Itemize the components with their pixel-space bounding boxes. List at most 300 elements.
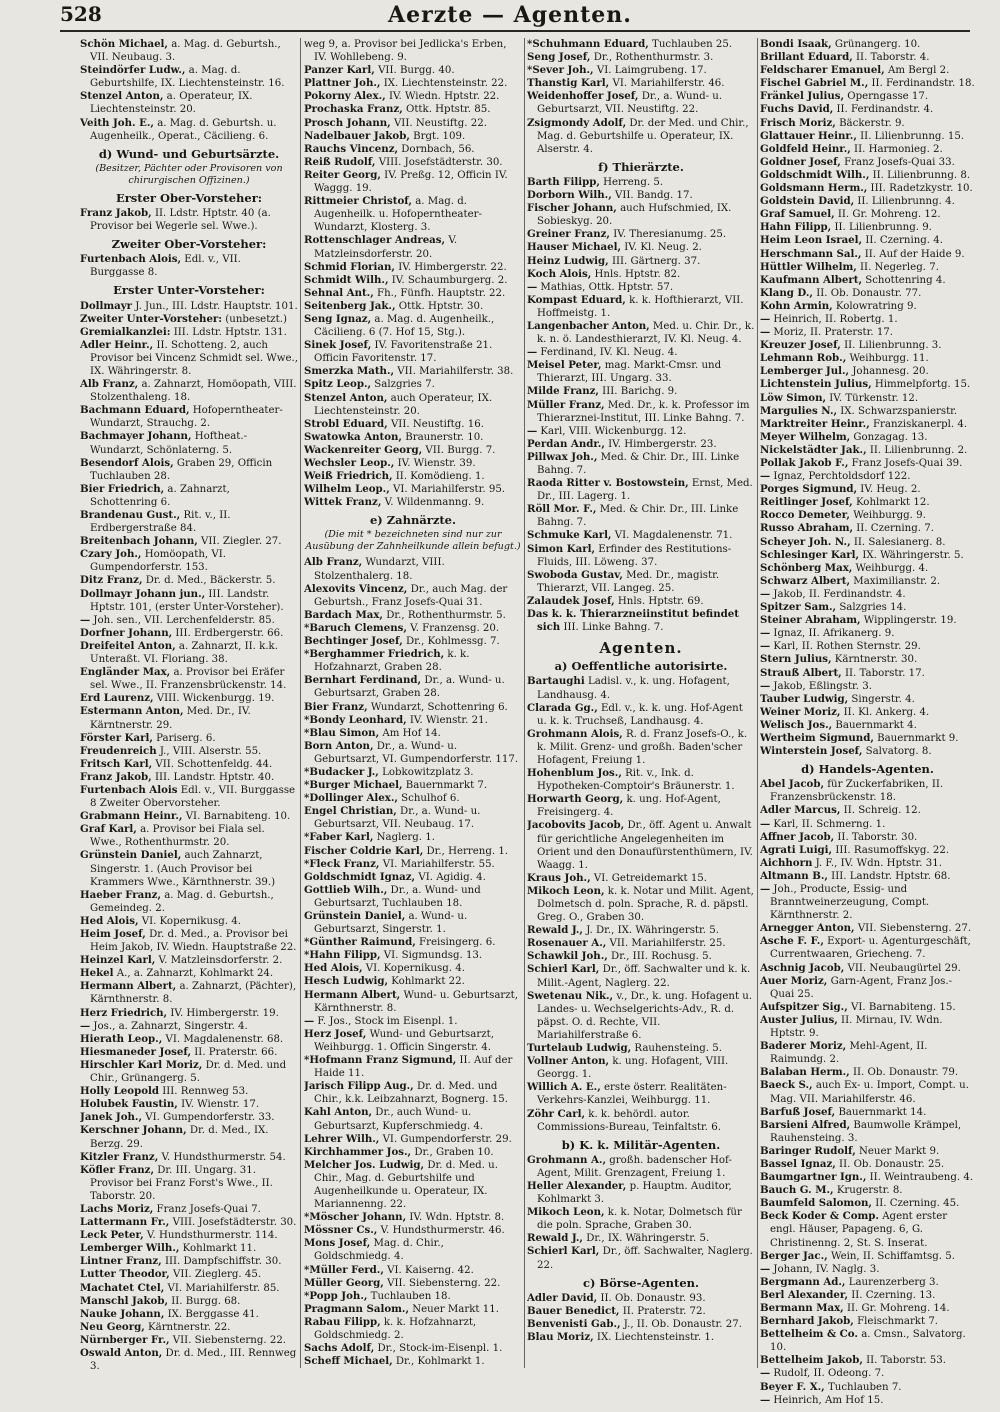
entry-details: IX. Berggasse 41. — [164, 1308, 259, 1320]
entry-name: — — [527, 346, 538, 359]
entry-details: Jos., a. Zahnarzt, Singerstr. 4. — [90, 1020, 248, 1032]
entry-name: Herz Josef, — [304, 1027, 367, 1040]
directory-entry — [527, 793, 755, 819]
entry-name: *Berghammer Friedrich, — [304, 648, 445, 661]
directory-entry — [527, 1042, 755, 1055]
entry-name: Graf Samuel, — [760, 208, 835, 221]
entry-name: Röll Mor. F., — [527, 503, 597, 516]
entry-name: Lemberger Jul., — [760, 365, 850, 378]
entry-name: Hierath Leop., — [80, 1032, 163, 1045]
entry-name: — — [760, 470, 771, 483]
entry-details: Dr. d. Med., Bäckerstr. 5. — [142, 575, 276, 587]
directory-entry — [760, 1302, 975, 1315]
entry-details: Ignaz, Perchtoldsdorf 122. — [770, 471, 911, 483]
entry-name: Hirschler Karl Moriz, — [80, 1058, 203, 1071]
directory-entry — [760, 614, 975, 627]
entry-details: a. Mag. d. Geburtsh., VII. Neubaug. 3. — [90, 39, 281, 64]
directory-entry — [760, 365, 975, 378]
column-1 — [80, 38, 298, 1406]
directory-entry — [527, 255, 755, 268]
entry-name: Czary Joh., — [80, 548, 142, 561]
directory-entry — [304, 1015, 522, 1028]
entry-name: Hesch Ludwig, — [304, 975, 389, 988]
entry-name: Reiter Georg, — [304, 168, 381, 181]
entry-details: mag. Markt-Cmsr. und Thierarzt, III. Ungarg. 33. — [537, 360, 722, 385]
entry-details: II. Lilienbrunng. 9. — [831, 222, 932, 234]
entry-details: k. k. Notar, Dolmetsch für die poln. Sprache, Graben 30. — [537, 1207, 742, 1232]
column-3 — [527, 38, 755, 1406]
entry-name: Fischer Johann, — [527, 202, 617, 215]
entry-name: Franz Jakob, — [80, 206, 152, 219]
entry-details: Weihburgg. 11. — [846, 353, 929, 365]
entry-details: II. Taborstr. 30. — [834, 831, 918, 843]
entry-name: Bechtinger Josef, — [304, 635, 403, 648]
entry-name: Bier Friedrich, — [80, 482, 165, 495]
directory-entry — [80, 1059, 298, 1085]
entry-name: Milde Franz, — [527, 385, 599, 398]
directory-entry — [760, 549, 975, 562]
directory-entry — [80, 1111, 298, 1124]
entry-details: IV. Schaumburgerg. 2. — [388, 274, 508, 286]
entry-details: II. Schotteng. 2, auch Provisor bei Vincenz Schmidt sel. Wwe., IX. Währingerstr. 8. — [90, 339, 298, 377]
directory-entry — [527, 885, 755, 924]
directory-entry — [304, 989, 522, 1015]
directory-entry — [304, 1159, 522, 1211]
entry-name: Altmann B., — [760, 869, 828, 882]
directory-entry — [760, 234, 975, 247]
directory-entry — [527, 202, 755, 228]
entry-name: Pragmann Salom., — [304, 1302, 409, 1315]
entry-details: II. Lilienbrunng. 4. — [854, 196, 955, 208]
entry-details: Dr., öff. Agent u. Anwalt für gerichtliche Angelegenheiten im Orient und den Donaufürstenthümern, IV. Waagg. 1. — [537, 820, 753, 871]
entry-name: Müller Georg, — [304, 1276, 384, 1289]
directory-entry — [760, 745, 975, 758]
entry-name: Hüttler Wilhelm, — [760, 260, 857, 273]
entry-details: Dr., öff. Sachwalter und k. k. Milit.-Agent, Naglerg. 22. — [537, 964, 751, 989]
entry-name: Nauke Johann, — [80, 1307, 165, 1320]
entry-name: Alexovits Vincenz, — [304, 582, 408, 595]
entry-details: III. Landstr. Hptstr. 101, (erster Unter-Vorsteher). — [90, 588, 284, 613]
entry-name: Rosenauer A., — [527, 937, 607, 950]
directory-entry — [527, 595, 755, 608]
entry-name: Holubek Faustin, — [80, 1098, 178, 1111]
directory-entry — [760, 470, 975, 483]
entry-name: Hauser Michael, — [527, 241, 622, 254]
directory-entry — [760, 562, 975, 575]
entry-details: Heinrich, Am Hof 15. — [770, 1394, 884, 1406]
entry-details: großh. badenscher Hof-Agent, Milit. Grenzagent, Freiung 1. — [537, 1154, 732, 1179]
entry-details: Bauernmarkt 9. — [873, 732, 959, 744]
directory-entry — [527, 320, 755, 346]
header-rule — [60, 30, 970, 32]
directory-entry — [760, 1145, 975, 1158]
page-number: 528 — [60, 2, 102, 26]
directory-entry — [80, 915, 298, 928]
entry-details: Edl. v., VII. Burggasse 8. — [90, 254, 241, 279]
directory-entry — [80, 1164, 298, 1203]
entry-details: a. Provisor bei Eräfer sel. Wwe., II. Franzensbrückenstr. 14. — [90, 667, 287, 692]
entry-details: a. Zahnarzt, (Pächter), Kärnthnerstr. 8. — [90, 981, 297, 1006]
entry-name: Schierl Karl, — [527, 963, 600, 976]
entry-details: Dr., Graben 10. — [411, 1146, 494, 1158]
entry-name: Frisch Moriz, — [760, 116, 836, 129]
entry-details: VI. Kopernikusg. 4. — [362, 963, 465, 975]
directory-entry — [304, 635, 522, 648]
directory-entry — [80, 640, 298, 666]
directory-entry — [527, 1154, 755, 1180]
entry-name: Agrati Luigi, — [760, 843, 833, 856]
entry-details: auch Operateur, IX. Liechtensteinstr. 20. — [314, 392, 493, 417]
entry-details: VII. Neubaugürtel 29. — [844, 962, 961, 974]
directory-entry — [304, 1264, 522, 1277]
entry-name: Baderer Moriz, — [760, 1040, 847, 1053]
directory-entry — [80, 509, 298, 535]
entry-name: Lehmann Rob., — [760, 352, 847, 365]
directory-entry — [527, 1292, 755, 1305]
entry-details: II. Burgg. 68. — [168, 1295, 241, 1307]
column-divider — [300, 38, 301, 1368]
directory-entry — [760, 1158, 975, 1171]
section-heading: d) Handels-Agenten. — [801, 762, 934, 777]
entry-details: VI. Mariahilferstr. 95. — [389, 484, 506, 496]
entry-name: — — [80, 613, 91, 626]
entry-details: Weihburgg. 4. — [852, 562, 929, 574]
directory-entry — [304, 701, 522, 714]
entry-name: Franz Jakob, — [80, 770, 152, 783]
section-heading: d) Wund- und Geburtsärzte. — [98, 146, 280, 161]
entry-details: J. F., IV. Wdn. Hptstr. 31. — [812, 857, 942, 869]
directory-entry — [760, 588, 975, 601]
entry-details: Garn-Agent, Franz Jos.-Quai 25. — [770, 975, 953, 1000]
entry-name: Aufspitzer Sig., — [760, 1000, 848, 1013]
entry-details: Joh., Producte, Essig- und Branntweinerzeugung, Compt. Kärnthnerstr. 2. — [770, 884, 930, 922]
directory-entry — [304, 103, 522, 116]
directory-entry — [760, 1210, 975, 1249]
entry-details: Kohlmarkt 22. — [388, 976, 465, 988]
entry-name: Zöhr Carl, — [527, 1107, 586, 1120]
entry-name: *Burger Michael, — [304, 779, 403, 792]
entry-details: a. Operateur, IX. Liechtensteinstr. 20. — [90, 91, 253, 116]
entry-details: k. k. Hofzahnarzt, Goldschmiedg. 2. — [314, 1316, 477, 1341]
entry-details: k. ung. Hofagent, VIII. Georgg. 1. — [537, 1056, 729, 1081]
entry-details: III. Gärtnerg. 37. — [608, 255, 701, 267]
entry-name: Ditz Franz, — [80, 574, 143, 587]
directory-entry — [304, 1224, 522, 1237]
directory-entry — [304, 313, 522, 339]
entry-name: Swoboda Gustav, — [527, 568, 623, 581]
entry-details: V. Hundsthurmerstr. 54. — [158, 1151, 286, 1163]
entry-name: Beyer F. X., — [760, 1380, 825, 1393]
directory-entry — [304, 143, 522, 156]
entry-name: — — [760, 1393, 771, 1406]
directory-entry — [304, 1028, 522, 1054]
directory-entry — [80, 1295, 298, 1308]
entry-name: — — [760, 883, 771, 895]
directory-entry — [760, 51, 975, 64]
entry-details: II. Weintraubeng. 4. — [866, 1172, 974, 1184]
entry-name: Gottlieb Wilh., — [304, 883, 388, 896]
entry-details: II. Gr. Mohreng. 12. — [834, 209, 941, 221]
entry-details: (unbesetzt.) — [222, 313, 287, 325]
entry-details: Hnls. Hptstr. 69. — [614, 595, 704, 607]
entry-name: Marktreiter Heinr., — [760, 417, 870, 430]
directory-entry — [80, 1124, 298, 1150]
entry-name: Grohmann Alois, — [527, 727, 623, 740]
entry-details: Ferdinand, IV. Kl. Neug. 4. — [537, 347, 678, 359]
directory-entry — [760, 169, 975, 182]
entry-name: Machatet Ctel, — [80, 1281, 165, 1294]
directory-entry — [304, 261, 522, 274]
entry-name: Freudenreich — [80, 744, 157, 757]
entry-details: VI. Mariahilferstr. 85. — [164, 1282, 280, 1294]
entry-details: III. Landstr. Hptstr. 40. — [151, 771, 275, 783]
entry-name: — — [80, 1019, 91, 1032]
entry-name: *Bondy Leonhard, — [304, 713, 407, 726]
directory-entry — [760, 1250, 975, 1263]
entry-details: Karl, VIII. Wickenburgg. 12. — [537, 425, 687, 437]
entry-name: Schawkil Joh., — [527, 950, 608, 963]
entry-name: Bassel Ignaz, — [760, 1157, 836, 1170]
entry-details: Krugerstr. 8. — [833, 1185, 903, 1197]
entry-name: Willich A. E., — [527, 1081, 601, 1094]
directory-entry — [760, 627, 975, 640]
entry-name: Rewald J., — [527, 1232, 583, 1245]
entry-details: VIII. Wickenburgg. 19. — [153, 693, 275, 705]
entry-details: Jakob, II. Ferdinandstr. 4. — [770, 588, 906, 600]
directory-entry — [527, 451, 755, 477]
entry-name: Jarisch Filipp Aug., — [304, 1080, 414, 1093]
entry-details: Wundarzt, VIII. Stolzenthalerg. 18. — [314, 557, 445, 582]
directory-entry — [304, 378, 522, 391]
entry-name: Balaban Herm., — [760, 1066, 850, 1079]
entry-name: Sinek Josef, — [304, 339, 372, 352]
entry-details: II. Auf der Haide 11. — [314, 1055, 513, 1080]
directory-entry — [304, 1133, 522, 1146]
entry-details: Weihburgg. 9. — [849, 510, 926, 522]
directory-entry — [527, 1108, 755, 1134]
directory-entry — [760, 117, 975, 130]
entry-details: Dr. III. Ungarg. 31. Provisor bei Franz Forst's Wwe., II. Taborstr. 20. — [90, 1164, 273, 1202]
directory-entry — [760, 457, 975, 470]
entry-details: V. Wildenmanng. 9. — [381, 497, 485, 509]
entry-name: Das k. k. Thierarzneiinstitut befindet sich — [527, 608, 739, 634]
entry-details: Agent erster engl. Häuser, Papageng. 6, G. Christinenng. 2, St. S. Inserat. — [770, 1211, 948, 1249]
directory-entry — [760, 261, 975, 274]
entry-name: Furtenbach Alois — [80, 783, 178, 796]
directory-entry — [527, 38, 755, 51]
entry-name: Müller Franz, — [527, 398, 605, 411]
entry-details: v., Dr., k. ung. Hofagent u. Landes- u. Wechselgerichts-Adv., R. d. päpst. O. d. Rechte, VII. Mariahilferstraße 6. — [537, 990, 753, 1041]
entry-name: — — [760, 640, 771, 653]
directory-entry — [80, 588, 298, 614]
entry-details: Johannesg. 20. — [849, 366, 929, 378]
entry-name: Bernhart Ferdinand, — [304, 674, 422, 687]
entry-details: II. Kl. Ankerg. 4. — [840, 706, 930, 718]
entry-name: Beck Koder & Comp. — [760, 1210, 879, 1223]
directory-entry — [760, 706, 975, 719]
entry-details: Maximilianstr. 2. — [850, 575, 941, 587]
entry-name: Erd Laurenz, — [80, 692, 154, 705]
entry-details: IV. Himbergerstr. 19. — [167, 1007, 279, 1019]
entry-details: VI. Sigmundsg. 13. — [380, 950, 483, 962]
entry-details: Heinrich, II. Robertg. 1. — [770, 313, 898, 325]
entry-details: a. Mag. d. Geburtsh. u. Augenheilk., Operat., Cäcilieng. 6. — [90, 117, 277, 142]
directory-entry — [527, 268, 755, 281]
entry-details: Brgt. 109. — [409, 130, 466, 142]
entry-details: Tuchlauben 7. — [824, 1381, 902, 1393]
directory-entry — [760, 844, 975, 857]
entry-name: Dorfner Johann, — [80, 626, 173, 639]
entry-name: — — [760, 817, 771, 830]
entry-details: II. Czerning. 45. — [871, 1198, 960, 1210]
entry-name: Kraus Joh., — [527, 871, 591, 884]
entry-name: Steiner Abraham, — [760, 614, 861, 627]
directory-entry — [80, 1347, 298, 1373]
directory-entry — [760, 1197, 975, 1210]
entry-name: Neu Georg, — [80, 1320, 145, 1333]
entry-name: Goldfeld Heinr., — [760, 142, 851, 155]
entry-details: Gonzagag. 13. — [850, 431, 928, 443]
entry-details: II. Czerning. 7. — [853, 523, 934, 535]
directory-entry — [304, 1146, 522, 1159]
directory-entry — [527, 176, 755, 189]
directory-entry — [304, 38, 522, 64]
directory-entry — [80, 574, 298, 587]
directory-entry — [80, 117, 298, 143]
entry-details: Singerstr. 4. — [848, 693, 915, 705]
entry-name: Schmidt Wilh., — [304, 273, 389, 286]
entry-details: Dr., Rothenthurmstr. 3. — [590, 52, 714, 64]
entry-name: Dorborn Wilh., — [527, 189, 612, 202]
directory-entry — [527, 990, 755, 1042]
entry-details: weg 9, a. Provisor bei Jedlicka's Erben, IV. Wohllebeng. 9. — [304, 39, 507, 64]
entry-details: Joh. sen., VII. Lerchenfelderstr. 85. — [90, 614, 275, 626]
directory-entry — [304, 90, 522, 103]
directory-entry — [760, 1014, 975, 1040]
entry-details: k. k. Hofzahnarzt, Graben 28. — [314, 649, 470, 674]
directory-entry — [760, 38, 975, 51]
entry-name: Lehrer Wilh., — [304, 1132, 380, 1145]
directory-entry — [304, 1237, 522, 1263]
entry-details: Erfinder des Restitutions-Fluids, III. Löweng. 37. — [537, 543, 732, 568]
entry-details: II. Schreig. 12. — [840, 805, 921, 817]
entry-details: Operngasse 17. — [844, 91, 929, 103]
directory-entry — [80, 732, 298, 745]
entry-details: a. Zahnarzt, II. k.k. Unteraßt. VI. Floriang. 38. — [90, 640, 278, 666]
entry-details: Hofoperntheater-Wundarzt, Strauchg. 2. — [90, 405, 283, 430]
entry-details: IV. Himbergerstr. 22. — [394, 261, 507, 273]
directory-entry — [304, 457, 522, 470]
entry-details: k. ung. Hof-Agent, Freisingerg. 4. — [537, 794, 721, 819]
entry-name: Schmuke Karl, — [527, 529, 612, 542]
directory-entry — [760, 103, 975, 116]
directory-entry — [80, 849, 298, 888]
directory-entry — [80, 1203, 298, 1216]
directory-entry — [527, 819, 755, 871]
directory-entry — [80, 1282, 298, 1295]
directory-entry — [527, 359, 755, 385]
directory-entry — [527, 189, 755, 202]
directory-entry — [527, 503, 755, 529]
entry-details: J. Jun., III. Ldstr. Hauptstr. 101. — [132, 300, 298, 312]
entry-details: VI. Magdalenenstr. 71. — [611, 530, 733, 542]
entry-name: Bermann Max, — [760, 1302, 844, 1314]
entry-details: Laurenzerberg 3. — [845, 1276, 939, 1288]
directory-entry — [527, 728, 755, 767]
directory-entry — [760, 575, 975, 588]
entry-details: Himmelpfortg. 15. — [871, 379, 971, 391]
entry-name: Leck Peter, — [80, 1229, 144, 1242]
entry-name: Engel Christian, — [304, 805, 397, 818]
directory-entry — [760, 378, 975, 391]
directory-entry — [304, 365, 522, 378]
entry-name: Bauch G. M., — [760, 1184, 834, 1197]
entry-name: Dreifeitel Anton, — [80, 639, 176, 652]
directory-entry — [80, 548, 298, 574]
entry-details: VI. Gumpendorferstr. 33. — [142, 1112, 275, 1124]
directory-entry — [760, 339, 975, 352]
entry-details: Karl, II. Rothen Sternstr. 29. — [770, 641, 921, 653]
entry-name: Kahl Anton, — [304, 1106, 373, 1119]
entry-name: *Faber Karl, — [304, 831, 374, 844]
entry-name: Weidenhoffer Josef, — [527, 90, 639, 103]
entry-name: Lichtenstein Julius, — [760, 378, 872, 391]
entry-name: Strauß Albert, — [760, 666, 842, 679]
entry-name: Schierl Karl, — [527, 1245, 600, 1258]
entry-name: Zsigmondy Adolf, — [527, 116, 627, 129]
entry-name: Thanstig Karl, — [527, 77, 610, 90]
entry-name: Wackenreiter Georg, — [304, 443, 423, 456]
entry-details: VII. Siebensterng. 27. — [854, 923, 972, 935]
entry-details: II. Ob. Donaustr. 25. — [835, 1158, 945, 1170]
directory-entry — [80, 745, 298, 758]
directory-entry — [304, 234, 522, 260]
entry-name: *Schuhmann Eduard, — [527, 38, 649, 50]
entry-name: Benvenisti Gab., — [527, 1317, 621, 1330]
directory-entry — [760, 248, 975, 261]
directory-entry — [304, 130, 522, 143]
entry-name: Seng Ignaz, — [304, 312, 372, 325]
entry-name: Lemberger Wilh., — [80, 1242, 180, 1255]
directory-entry — [304, 845, 522, 858]
entry-name: Clarada Gg., — [527, 701, 598, 714]
entry-details: III. Rennweg 53. — [158, 1086, 249, 1098]
entry-details: Med. u. Chir. Dr., k. k. n. ö. Landesthierarzt, IV. Kl. Neug. 4. — [537, 320, 755, 346]
entry-name: Heim Leon Israel, — [760, 234, 863, 247]
entry-details: IX. Währingerstr. 5. — [859, 549, 964, 561]
directory-entry — [760, 680, 975, 693]
directory-entry — [304, 949, 522, 962]
entry-name: — — [760, 326, 771, 339]
entry-details: VII. Burgg. 40. — [374, 65, 455, 77]
entry-name: Meyer Wilhelm, — [760, 430, 851, 443]
entry-details: II. Salesianerg. 8. — [850, 536, 946, 548]
directory-entry — [760, 1171, 975, 1184]
entry-details: Tuchlauben 18. — [367, 1290, 451, 1302]
entry-name: Förster Karl, — [80, 731, 153, 744]
entry-details: Johann, IV. Naglg. 3. — [770, 1263, 880, 1275]
entry-details: k. k. behördl. autor. Commissions-Bureau, Teinfaltstr. 6. — [537, 1108, 721, 1133]
entry-details: VII. Neustiftg. 16. — [387, 418, 484, 430]
entry-details: J., VIII. Alserstr. 55. — [156, 745, 262, 757]
directory-entry — [80, 1334, 298, 1347]
entry-name: Lattermann Fr., — [80, 1216, 170, 1229]
directory-entry — [80, 1085, 298, 1098]
entry-name: Rottenschlager Andreas, — [304, 234, 446, 247]
entry-details: II. Lilienbrunng. 2. — [866, 444, 968, 456]
directory-entry — [527, 346, 755, 359]
directory-entry — [80, 253, 298, 279]
